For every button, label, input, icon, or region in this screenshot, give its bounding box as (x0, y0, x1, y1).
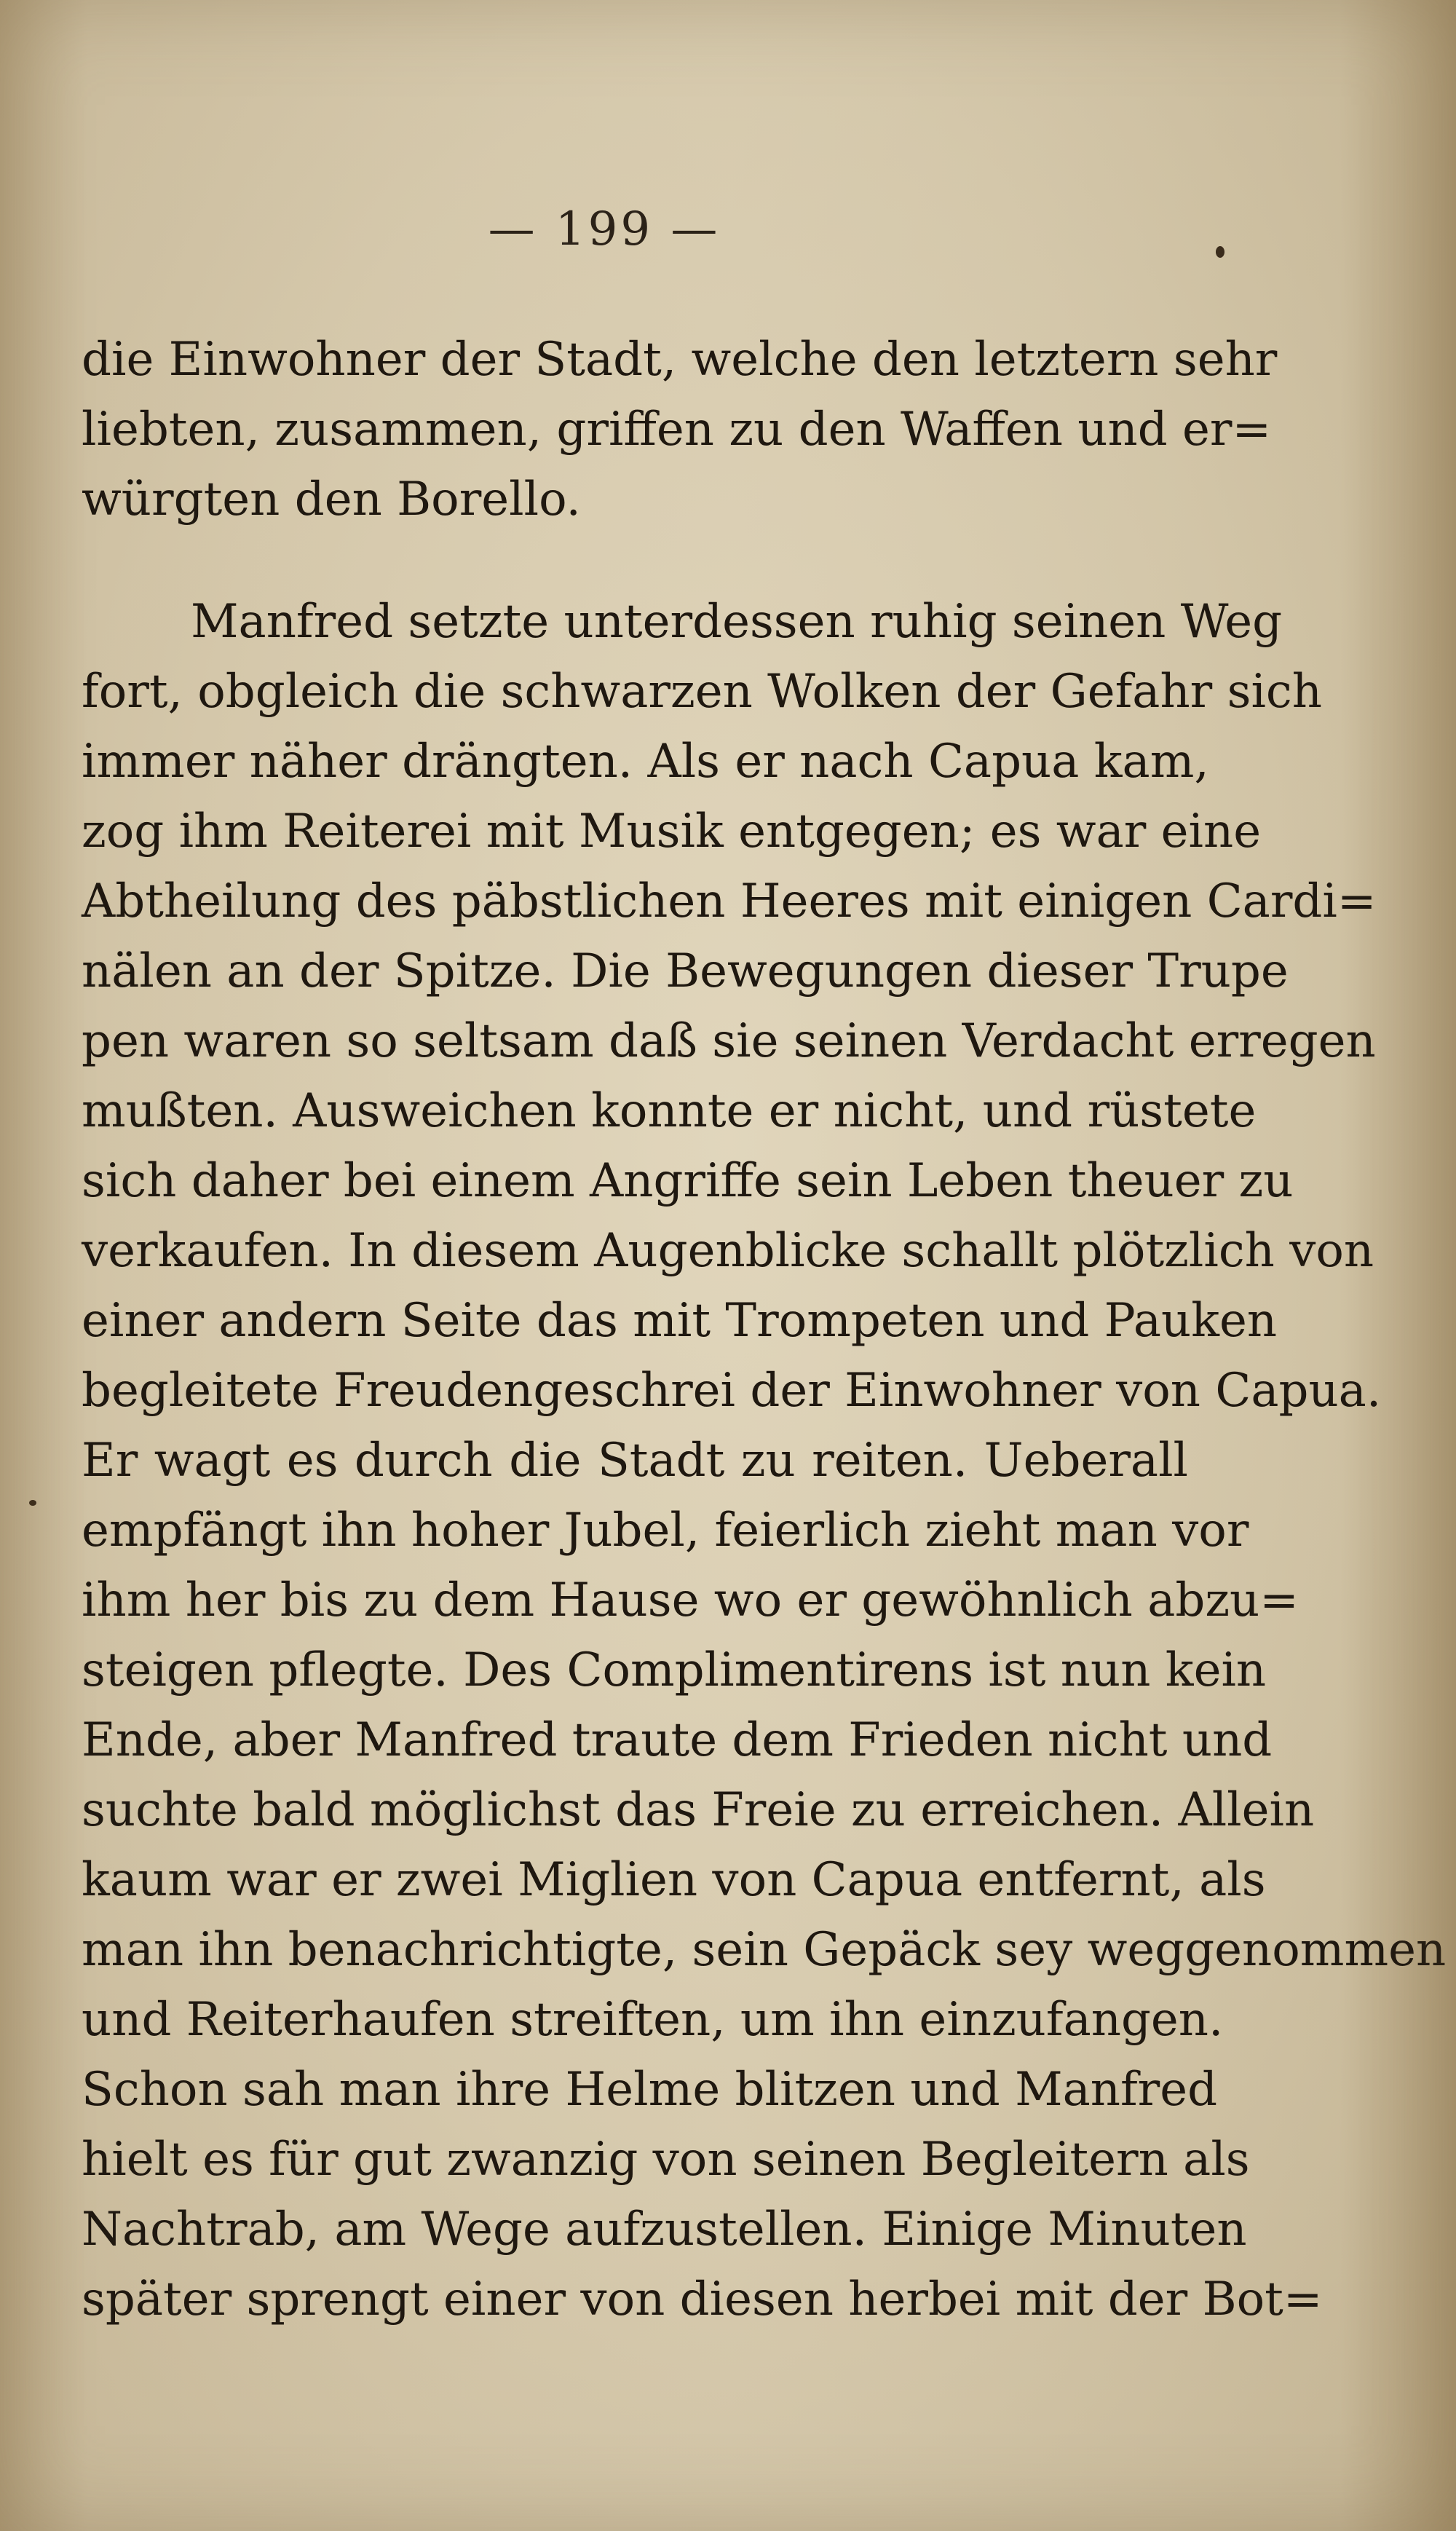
text-line: zog ihm Reiterei mit Musik entgegen; es war eine (82, 805, 1262, 858)
text-line: fort, obgleich die schwarzen Wolken der Gefahr sich (82, 665, 1322, 719)
text-line: suchte bald möglichst das Freie zu erreichen. Allein (82, 1783, 1315, 1837)
page-number: — 199 — (488, 202, 721, 256)
text-line: steigen pflegte. Des Complimentirens ist nun kein (82, 1643, 1267, 1697)
paragraph (82, 325, 1278, 534)
text-line: hielt es für gut zwanzig von seinen Begleitern als (82, 2133, 1250, 2187)
body-text (82, 325, 1447, 2334)
text-line: Schon sah man ihre Helme blitzen und Manfred (82, 2063, 1218, 2117)
text-line: pen waren so seltsam daß sie seinen Verdacht erregen (82, 1014, 1376, 1068)
text-line: immer näher drängten. Als er nach Capua kam, (82, 735, 1209, 789)
text-line: kaum war er zwei Miglien von Capua entfernt, als (82, 1853, 1266, 1907)
text-line: einer andern Seite das mit Trompeten und Pauken (82, 1294, 1278, 1348)
text-line: Ende, aber Manfred traute dem Frieden nicht und (82, 1713, 1273, 1767)
text-line: liebten, zusammen, griffen zu den Waffen und er= (82, 403, 1272, 457)
text-line: Nachtrab, am Wege aufzustellen. Einige Minuten (82, 2203, 1247, 2256)
text-line: würgten den Borello. (82, 473, 581, 526)
paper-speck (29, 1500, 36, 1506)
text-line: mußten. Ausweichen konnte er nicht, und rüstete (82, 1084, 1257, 1138)
text-line: empfängt ihn hoher Jubel, feierlich zieht man vor (82, 1504, 1249, 1557)
text-line: und Reiterhaufen streiften, um ihn einzufangen. (82, 1993, 1224, 2047)
text-line: Manfred setzte unterdessen ruhig seinen Weg (191, 595, 1283, 649)
text-line: die Einwohner der Stadt, welche den letztern sehr (82, 333, 1278, 387)
text-line: begleitete Freudengeschrei der Einwohner von Capua. (82, 1364, 1382, 1418)
text-line: man ihn benachrichtigte, sein Gepäck sey weggenommen (82, 1923, 1447, 1977)
text-line: sich daher bei einem Angriffe sein Leben theuer zu (82, 1154, 1294, 1208)
text-line: Er wagt es durch die Stadt zu reiten. Ueberall (82, 1434, 1188, 1488)
text-line: später sprengt einer von diesen herbei mit der Bot= (82, 2273, 1323, 2326)
paper-speck (1216, 246, 1224, 258)
paragraph (82, 587, 1447, 2334)
text-line: verkaufen. In diesem Augenblicke schallt plötzlich von (82, 1224, 1374, 1278)
text-line: ihm her bis zu dem Hause wo er gewöhnlich abzu= (82, 1574, 1299, 1627)
text-line: Abtheilung des päbstlichen Heeres mit einigen Cardi= (82, 874, 1377, 928)
text-line: nälen an der Spitze. Die Bewegungen dieser Trupe (82, 944, 1289, 998)
